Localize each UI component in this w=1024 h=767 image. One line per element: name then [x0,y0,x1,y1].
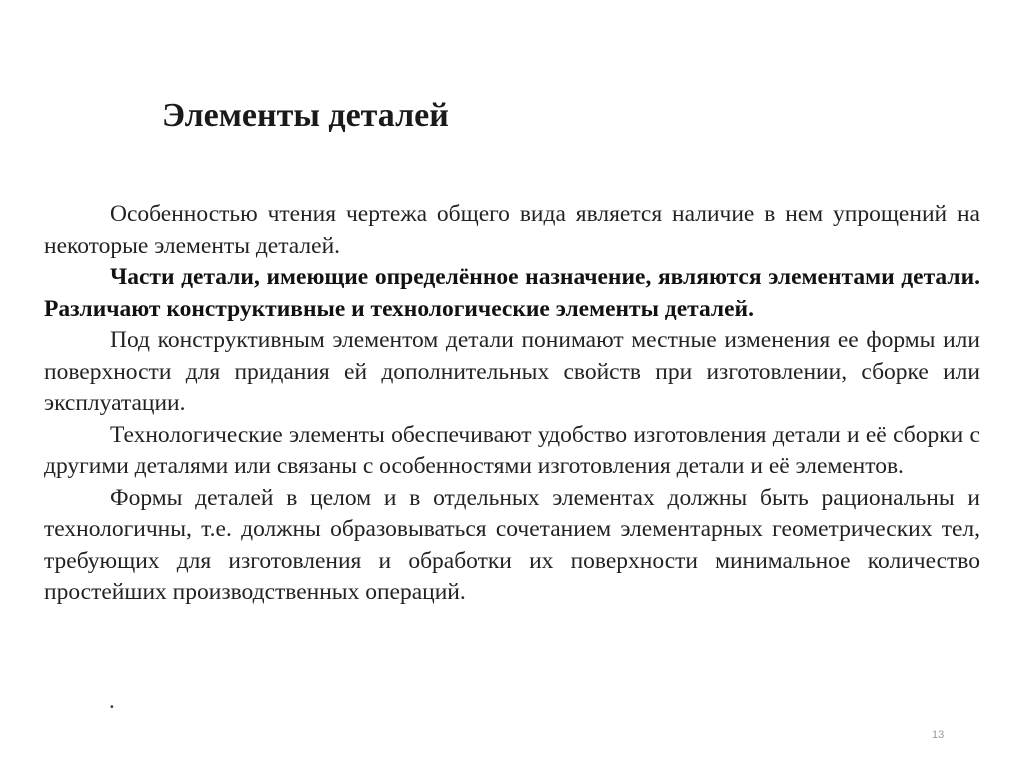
paragraph-reading-features: Особенностью чтения чертежа общего вида является наличие в нем упрощений на некоторые элементы деталей. [44,201,980,259]
paragraph-definition-bold: Части детали, имеющие определённое назначение, являются элементами детали. Различают конструктивные и технологические элементы деталей. [44,264,980,322]
slide-title: Элементы деталей [162,97,449,134]
paragraph-constructive-element: Под конструктивным элементом детали понимают местные изменения ее формы или поверхности для придания ей дополнительных свойств при изготовлении, сборке или эксплуатации. [44,327,980,416]
slide-body [44,199,980,609]
paragraph-technological-elements: Технологические элементы обеспечивают удобство изготовления детали и её сборки с другими деталями или связаны с особенностями изготовления детали и её элементов. [44,421,980,479]
page-number: 13 [932,729,945,741]
trailing-dot: . [109,688,115,713]
paragraph-part-forms: Формы деталей в целом и в отдельных элементах должны быть рациональны и технологичны, т.е. должны образовываться сочетанием элементарных геометрических тел, требующих для изготовления и обработки их поверхности минимальное количество простейших производственных операций. [44,484,980,605]
